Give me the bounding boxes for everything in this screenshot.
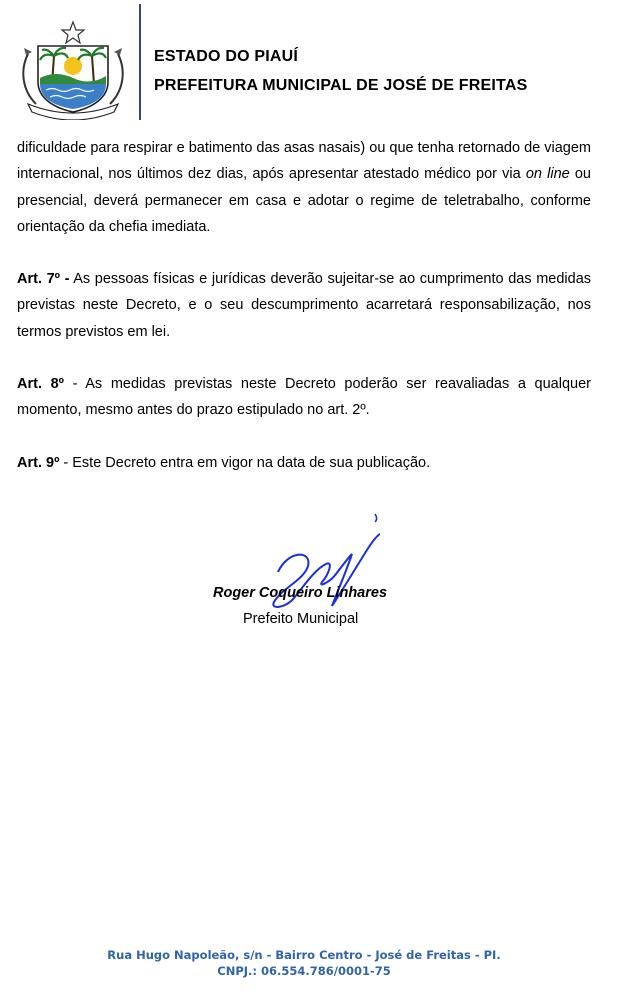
article-7-text: As pessoas físicas e jurídicas deverão sujeitar-se ao cumprimento das medidas previstas neste Decreto, e o seu descumprimento acarretará responsabilização, nos termos previstos em lei. xyxy=(17,271,592,340)
article-8 xyxy=(17,371,591,424)
decree-body xyxy=(17,135,591,476)
signer-title: Prefeito Municipal xyxy=(243,611,359,627)
letterhead xyxy=(0,0,637,125)
city-hall-name: PREFEITURA MUNICIPAL DE JOSÉ DE FREITAS xyxy=(154,77,528,94)
paragraph-continuation: dificuldade para respirar e batimento das asas nasais) ou que tenha retornado de viagem internacional, nos últimos dez dias, após apresentar atestado médico por via on line ou presencial, deverá permanecer em casa e adotar o regime de teletrabalho, conforme orientação da chefia imediata. xyxy=(17,140,591,235)
municipal-crest-icon xyxy=(14,20,132,120)
article-9 xyxy=(17,450,591,476)
state-name: ESTADO DO PIAUÍ xyxy=(154,48,299,65)
header-divider xyxy=(139,4,141,120)
handwritten-signature-icon xyxy=(230,510,380,620)
italic-term: on line xyxy=(525,166,570,183)
article-8-text: - As medidas previstas neste Decreto poderão ser reavaliadas a qualquer momento, mesmo antes do prazo estipulado no art. 2º. xyxy=(17,376,591,419)
article-9-label: Art. 9º xyxy=(17,454,60,471)
article-7-label: Art. 7º - xyxy=(17,271,70,288)
footer-address: Rua Hugo Napoleão, s/n - Bairro Centro - José de Freitas - PI. xyxy=(107,948,501,962)
article-8-label: Art. 8º xyxy=(17,376,64,393)
signer-name: Roger Coqueiro Linhares xyxy=(213,585,388,601)
article-7 xyxy=(17,266,591,345)
article-9-text: - Este Decreto entra em vigor na data de sua publicação. xyxy=(59,454,431,471)
footer-cnpj: CNPJ.: 06.554.786/0001-75 xyxy=(217,964,391,978)
